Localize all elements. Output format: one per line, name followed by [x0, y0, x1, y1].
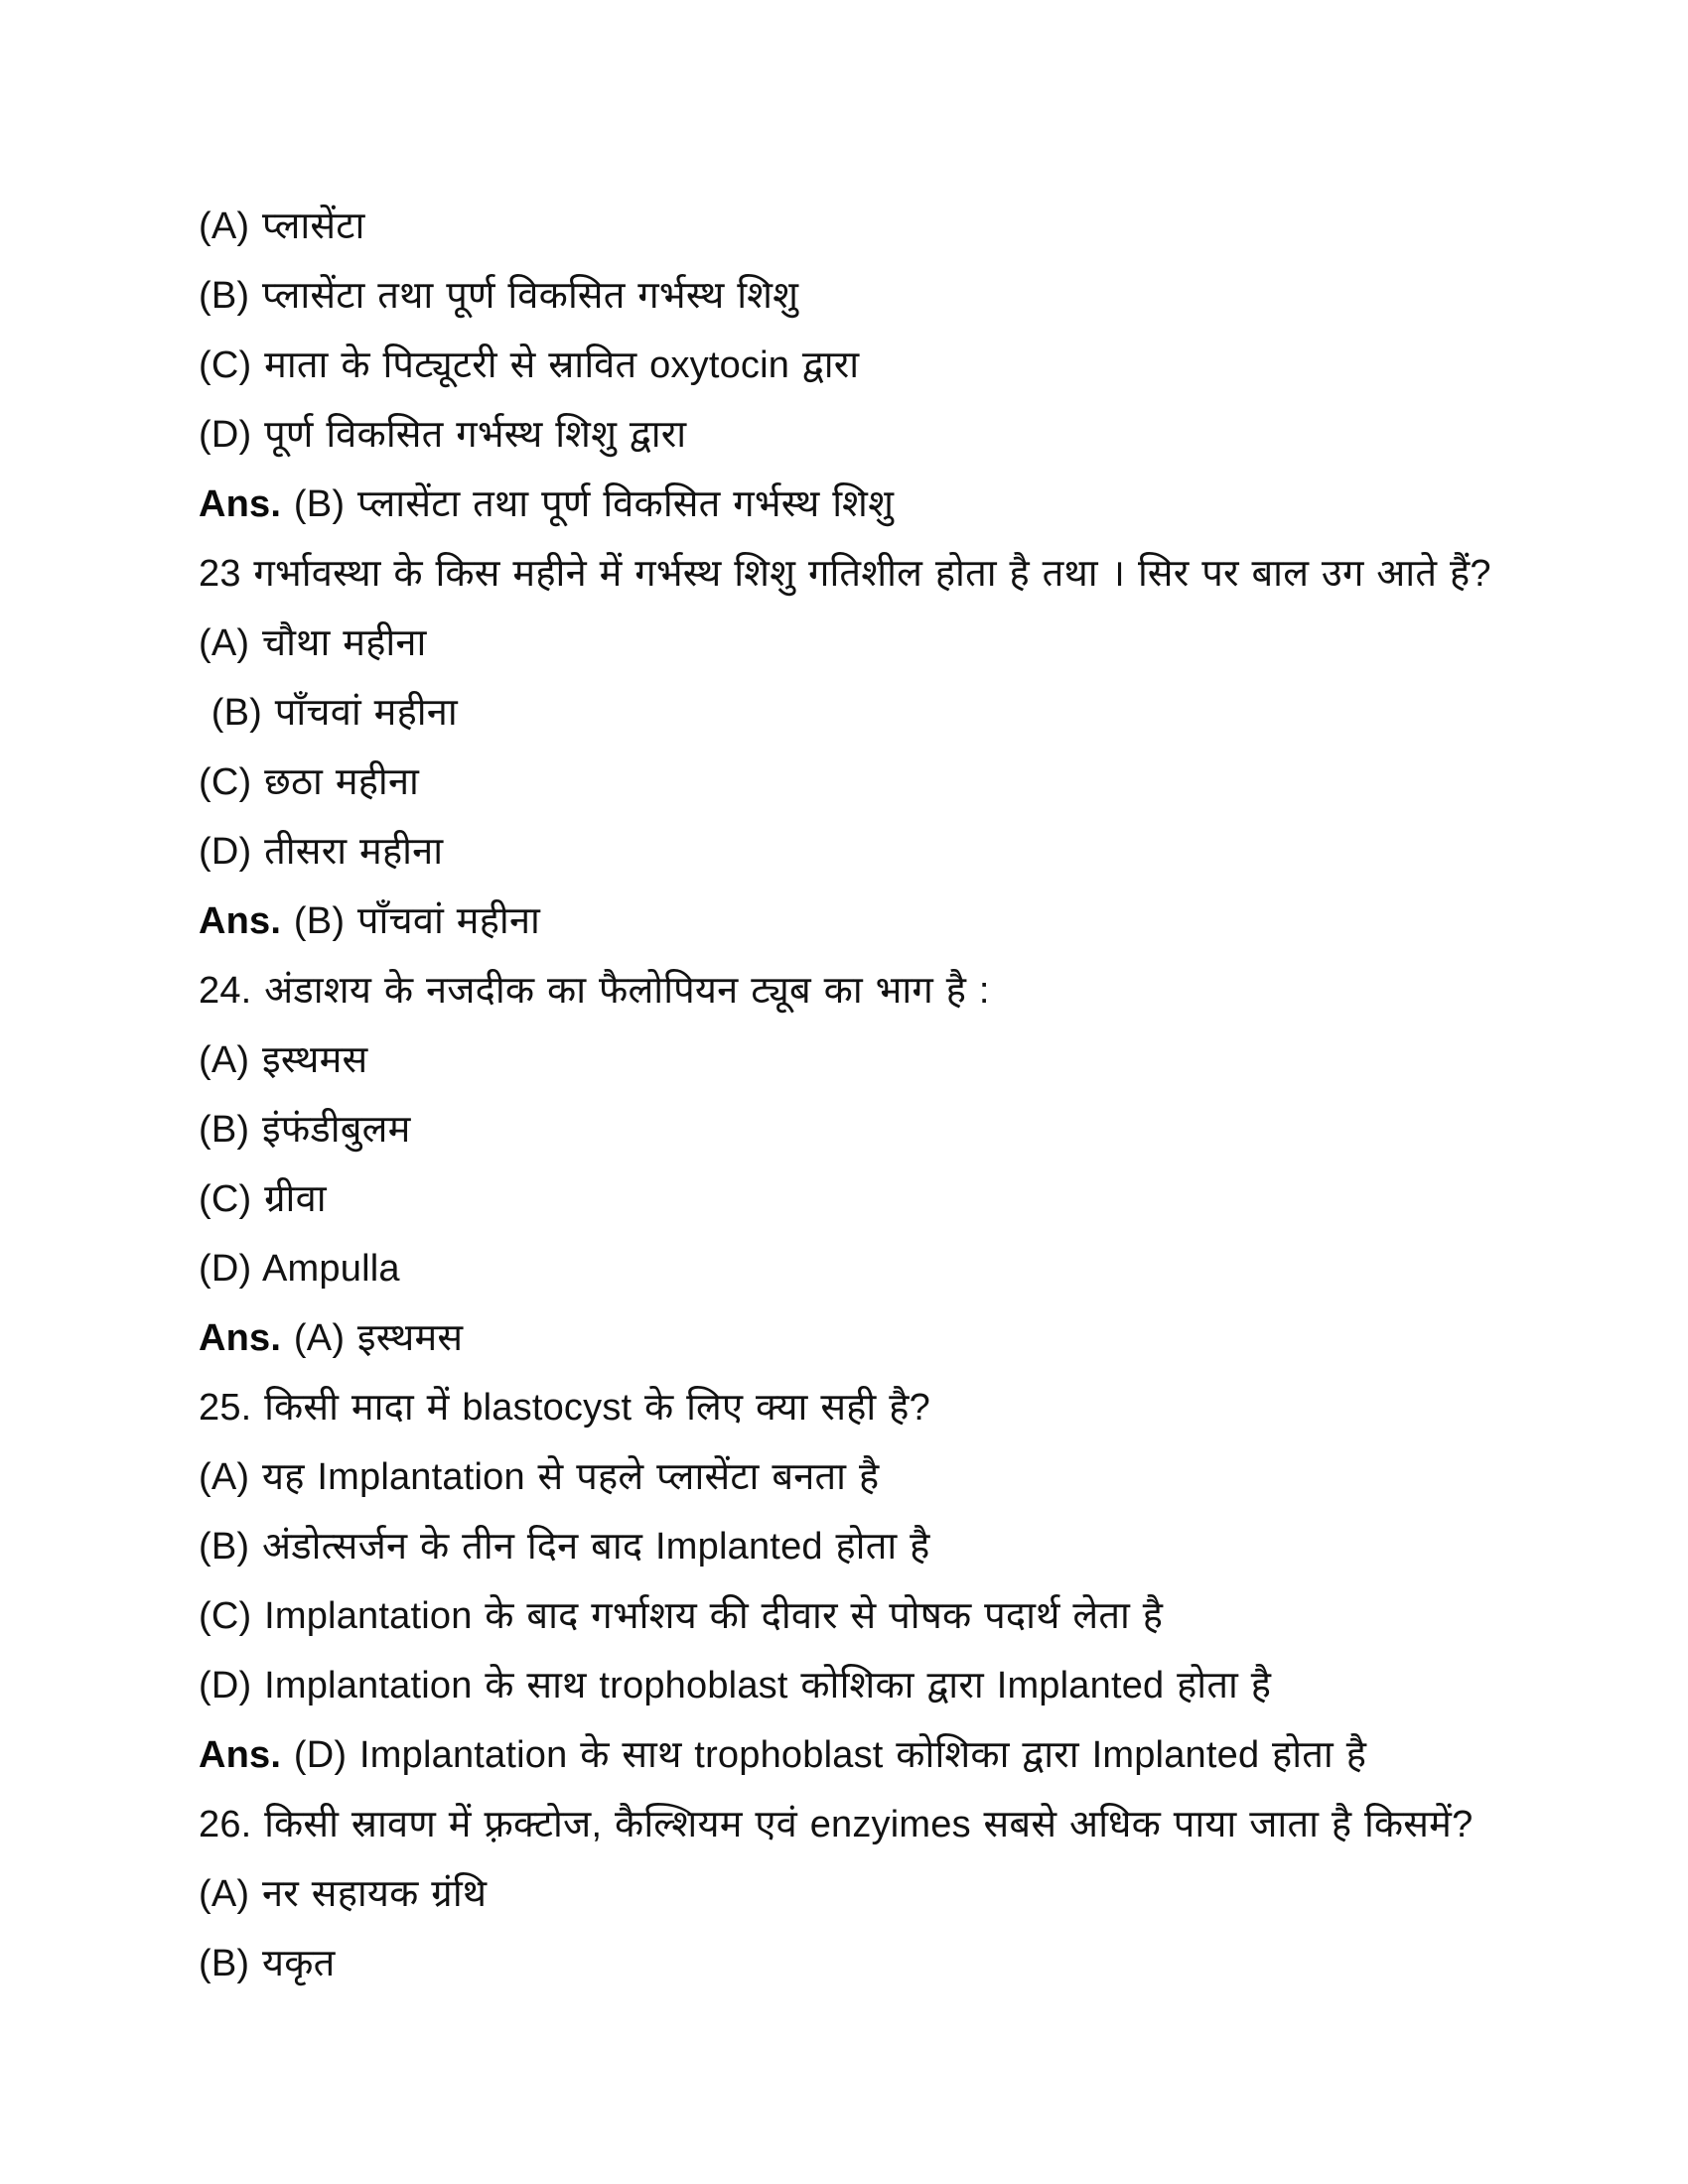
option-line: [199, 1164, 1648, 1234]
line-text: (A) प्लासेंटा: [199, 205, 365, 247]
answer-line: [199, 470, 1648, 539]
line-text: 26. किसी स्रावण में फ़्रक्टोज, कैल्शियम एवं enzyimes सबसे अधिक पाया जाता है किसमें?: [199, 1804, 1474, 1845]
answer-line: [199, 887, 1648, 956]
option-line: [199, 261, 1648, 331]
line-text: (D) Implantation के साथ trophoblast कोशिका द्वारा Implanted होता है: [281, 1734, 1367, 1776]
answer-line: [199, 1720, 1648, 1790]
answer-prefix: Ans.: [199, 900, 282, 942]
line-text: (B) पाँचवां महीना: [281, 900, 541, 942]
option-line: [199, 192, 1648, 261]
option-line: [199, 1442, 1648, 1512]
option-line: [199, 1095, 1648, 1164]
line-text: (B) पाँचवां महीना: [199, 692, 458, 734]
answer-prefix: Ans.: [199, 1734, 282, 1776]
answer-prefix: Ans.: [199, 483, 282, 525]
line-text: (D) पूर्ण विकसित गर्भस्थ शिशु द्वारा: [199, 414, 687, 456]
line-text: (A) नर सहायक ग्रंथि: [199, 1873, 488, 1915]
option-line: [199, 1929, 1648, 1998]
option-line: [199, 1651, 1648, 1720]
option-line: [199, 1512, 1648, 1581]
option-line: [199, 678, 1648, 748]
question-line: [199, 539, 1648, 609]
line-text: (D) Ampulla: [199, 1248, 400, 1290]
line-text: (A) चौथा महीना: [199, 622, 427, 664]
line-text: (C) माता के पिट्यूटरी से स्रावित oxytocin द्वारा: [199, 344, 860, 386]
line-text: 25. किसी मादा में blastocyst के लिए क्या सही है?: [199, 1387, 930, 1429]
answer-line: [199, 1303, 1648, 1373]
question-line: [199, 956, 1648, 1025]
question-line: [199, 1373, 1648, 1442]
line-text: (B) प्लासेंटा तथा पूर्ण विकसित गर्भस्थ शिशु: [199, 275, 799, 317]
option-line: [199, 1234, 1648, 1303]
option-line: [199, 331, 1648, 400]
line-text: (A) इस्थमस: [281, 1317, 464, 1359]
answer-prefix: Ans.: [199, 1317, 282, 1359]
line-text: (B) प्लासेंटा तथा पूर्ण विकसित गर्भस्थ शिशु: [281, 483, 895, 525]
option-line: [199, 400, 1648, 470]
line-text: (D) तीसरा महीना: [199, 831, 444, 873]
line-text: (B) इंफंडीबुलम: [199, 1109, 411, 1151]
line-text: (C) Implantation के बाद गर्भाशय की दीवार से पोषक पदार्थ लेता है: [199, 1595, 1164, 1637]
line-text: (D) Implantation के साथ trophoblast कोशिका द्वारा Implanted होता है: [199, 1665, 1272, 1706]
option-line: [199, 1025, 1648, 1095]
option-line: [199, 1581, 1648, 1651]
question-line: [199, 1790, 1648, 1859]
option-line: [199, 817, 1648, 887]
line-text: (A) इस्थमस: [199, 1039, 368, 1081]
line-text: (B) अंडोत्सर्जन के तीन दिन बाद Implanted होता है: [199, 1526, 930, 1568]
line-text: 23 गर्भावस्था के किस महीने में गर्भस्थ शिशु गतिशील होता है तथा । सिर पर बाल उग आते हैं?: [199, 553, 1491, 595]
document-body: [199, 192, 1648, 1998]
option-line: [199, 748, 1648, 817]
line-text: (C) ग्रीवा: [199, 1178, 327, 1220]
line-text: 24. अंडाशय के नजदीक का फैलोपियन ट्यूब का भाग है :: [199, 970, 990, 1012]
line-text: (A) यह Implantation से पहले प्लासेंटा बनता है: [199, 1456, 880, 1498]
option-line: [199, 609, 1648, 678]
line-text: (B) यकृत: [199, 1943, 336, 1984]
line-text: (C) छठा महीना: [199, 761, 420, 803]
option-line: [199, 1859, 1648, 1929]
